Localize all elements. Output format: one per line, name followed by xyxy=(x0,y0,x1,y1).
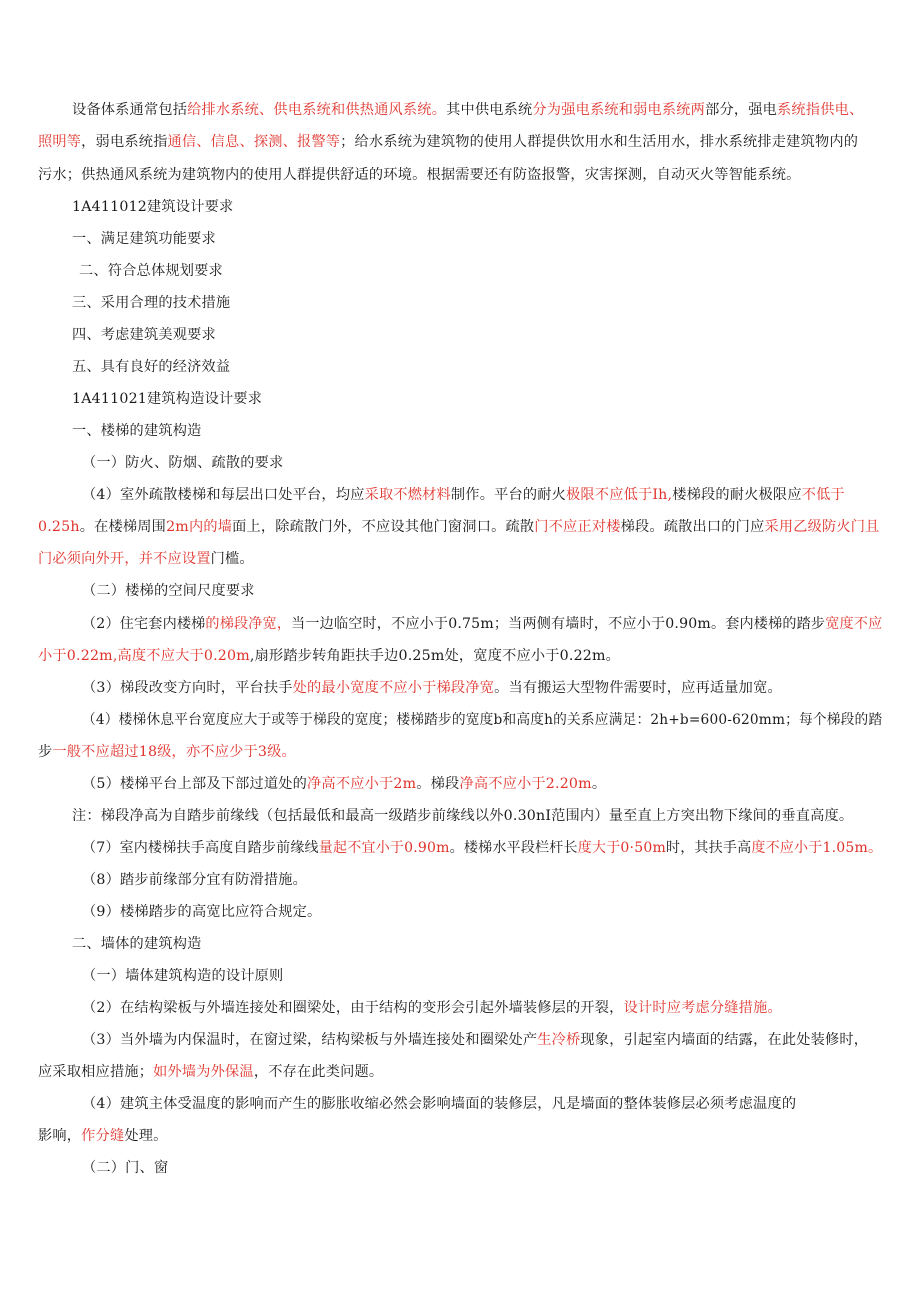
highlighted-text: 照明等 xyxy=(38,134,82,150)
highlighted-text: 0.25h xyxy=(38,519,80,535)
text-line xyxy=(38,517,880,537)
highlighted-text: 生冷桥 xyxy=(537,1032,581,1048)
highlighted-text: 采取不燃材料 xyxy=(364,487,451,503)
highlighted-text: 净高不应小于2m xyxy=(307,776,417,792)
body-text: （5）楼梯平台上部及下部过道处的 xyxy=(82,776,308,792)
highlighted-text: 处的最小宽度不应小于梯段净宽 xyxy=(292,680,495,696)
highlighted-text: 门不应正对楼 xyxy=(534,519,621,535)
text-line xyxy=(79,261,223,281)
highlighted-text: 的梯段净宽， xyxy=(205,616,292,632)
body-text: 当一边临空时，不应小于0.75m；当两侧有墙时，不应小于0.90m。套内楼梯的踏步 xyxy=(291,616,826,632)
body-text: 。在楼梯周围 xyxy=(79,519,167,535)
body-text: 1A411012建筑设计要求 xyxy=(72,199,234,215)
text-line xyxy=(82,1094,796,1114)
body-text: 。楼梯水平段栏杆长 xyxy=(449,840,578,856)
body-text: 部分，强电 xyxy=(705,102,778,118)
text-line xyxy=(38,549,254,569)
text-line xyxy=(82,485,845,505)
highlighted-text: 宽度不应 xyxy=(825,616,883,632)
text-line xyxy=(82,1158,168,1178)
body-text: （4）建筑主体受温度的影响而产生的膨胀收缩必然会影响墙面的装修层，凡是墙面的整体装修层必须考虑温度的 xyxy=(82,1096,797,1112)
body-text: ，不存在此类问题。 xyxy=(253,1064,384,1080)
body-text: 梯段。疏散出口的门应 xyxy=(620,519,765,535)
body-text: （8）踏步前缘部分宜有防滑措施。 xyxy=(82,872,308,888)
body-text: 其中供电系统 xyxy=(446,102,533,118)
text-line xyxy=(82,614,882,634)
highlighted-text: 给排水系统、供电系统和供热通风系统。 xyxy=(187,102,447,118)
highlighted-text: 系统指供电、 xyxy=(777,102,864,118)
body-text: （9）楼梯踏步的高宽比应符合规定。 xyxy=(82,904,322,920)
body-text: （二）楼梯的空间尺度要求 xyxy=(82,583,255,599)
highlighted-text: 如外墙为外保温 xyxy=(153,1064,254,1080)
body-text: 步 xyxy=(38,744,53,760)
body-text: 一、楼梯的建筑构造 xyxy=(72,423,202,439)
body-text: 门槛。 xyxy=(210,551,254,567)
text-line xyxy=(72,806,853,826)
body-text: ,扇形踏步转角距扶手边0.25m处，宽度不应小于0.22m。 xyxy=(249,648,621,664)
text-line xyxy=(82,870,307,890)
text-line xyxy=(72,421,202,441)
body-text: ，弱电系统指 xyxy=(81,134,168,150)
text-line xyxy=(38,1062,383,1082)
body-text: （4）楼梯休息平台宽度应大于或等于梯段的宽度；楼梯踏步的宽度b和高度h的关系应满足：2h+b=600-620mm；每个梯段的踏 xyxy=(82,712,883,728)
text-line xyxy=(72,325,216,345)
highlighted-text: 度大于0·50m xyxy=(577,840,666,856)
text-line xyxy=(82,581,255,601)
text-line xyxy=(82,902,321,922)
text-line xyxy=(82,774,606,794)
body-text: （3）当外墙为内保温时，在窗过梁，结构梁板与外墙连接处和圈梁处产 xyxy=(82,1032,538,1048)
highlighted-text: 净高不应小于2.20m xyxy=(459,776,592,792)
body-text: 影响， xyxy=(38,1128,82,1144)
body-text: 二、符合总体规划要求 xyxy=(79,263,223,279)
body-text: （2）在结构梁板与外墙连接处和圈梁处，由于结构的变形会引起外墙装修层的开裂， xyxy=(82,1000,624,1016)
body-text: 。 xyxy=(591,776,607,792)
body-text: （4）室外疏散楼梯和每层出口处平台，均应 xyxy=(82,487,365,503)
body-text: 注：梯段净高为自踏步前缘线（包括最低和最高一级踏步前缘线以外0.30nI范围内）量至直上方突出物下缘间的垂直高度。 xyxy=(72,808,854,824)
body-text: （一）墙体建筑构造的设计原则 xyxy=(82,968,284,984)
highlighted-text: 小于0.22m,高度不应大于0.20m xyxy=(38,648,250,664)
highlighted-text: 分为强电系统和弱电系统两 xyxy=(532,102,706,118)
body-text: 四、考虑建筑美观要求 xyxy=(72,327,216,343)
body-text: （7）室内楼梯扶手高度自踏步前缘线 xyxy=(82,840,319,856)
body-text: 时，其扶手高 xyxy=(665,840,752,856)
text-line xyxy=(38,1126,168,1146)
body-text: 三、采用合理的技术措施 xyxy=(72,295,231,311)
highlighted-text: 度不应小于1.05m。 xyxy=(751,840,883,856)
body-text: 应采取相应措施； xyxy=(38,1064,154,1080)
body-text: 五、具有良好的经济效益 xyxy=(72,359,231,375)
text-line xyxy=(38,132,858,152)
body-text: 楼梯段的耐火极限应 xyxy=(672,487,802,503)
body-text: 设备体系通常包括 xyxy=(72,102,188,118)
text-line xyxy=(72,293,230,313)
text-line xyxy=(82,966,283,986)
body-text: （一）防火、防烟、疏散的要求 xyxy=(82,455,284,471)
highlighted-text: 2m内的墙 xyxy=(166,519,233,535)
body-text: 1A411021建筑构造设计要求 xyxy=(72,391,263,407)
highlighted-text: 设计时应考虑分缝措施。 xyxy=(623,1000,782,1016)
highlighted-text: 通信、信息、探测、报警等 xyxy=(167,134,341,150)
body-text: （二）门、窗 xyxy=(82,1160,169,1176)
text-line xyxy=(38,165,801,185)
text-line xyxy=(82,710,882,730)
text-line xyxy=(72,197,233,217)
text-line xyxy=(38,742,296,762)
text-line xyxy=(82,998,782,1018)
body-text: 。当有搬运大型物件需要时，应再适量加宽。 xyxy=(494,680,782,696)
body-text: 处理。 xyxy=(124,1128,168,1144)
highlighted-text: 作分缝 xyxy=(81,1128,125,1144)
body-text: （2）住宅套内楼梯 xyxy=(82,616,206,632)
text-line xyxy=(72,934,202,954)
text-line xyxy=(72,100,863,120)
highlighted-text: 量起不宜小于0.90m xyxy=(318,840,450,856)
text-line xyxy=(82,453,283,473)
body-text: 制作。平台的耐火 xyxy=(450,487,567,503)
text-line xyxy=(72,357,230,377)
body-text: 二、墙体的建筑构造 xyxy=(72,936,202,952)
highlighted-text: 采用乙级防火门且 xyxy=(764,519,880,535)
body-text: 。梯段 xyxy=(416,776,460,792)
text-line xyxy=(82,678,782,698)
text-line xyxy=(72,389,262,409)
highlighted-text: 一般不应超过18级，亦不应少于3级。 xyxy=(52,744,296,760)
body-text: 一、满足建筑功能要求 xyxy=(72,231,216,247)
body-text: ；给水系统为建筑物的使用人群提供饮用水和生活用水，排水系统排走建筑物内的 xyxy=(340,134,859,150)
body-text: 污水；供热通风系统为建筑物内的使用人群提供舒适的环境。根据需要还有防盗报警，灾害探测，自动灭火等智能系统。 xyxy=(38,167,801,183)
text-line xyxy=(38,646,620,666)
highlighted-text: 极限不应低于Ih, xyxy=(566,487,673,503)
body-text: （3）梯段改变方向时，平台扶手 xyxy=(82,680,293,696)
body-text: 面上，除疏散门外，不应设其他门窗洞口。疏散 xyxy=(232,519,535,535)
text-line xyxy=(82,838,882,858)
text-line xyxy=(82,1030,868,1050)
highlighted-text: 不低于 xyxy=(801,487,845,503)
body-text: 现象，引起室内墙面的结露，在此处装修时， xyxy=(580,1032,869,1048)
text-line xyxy=(72,229,216,249)
highlighted-text: 门必须向外开，并不应设置 xyxy=(38,551,211,567)
